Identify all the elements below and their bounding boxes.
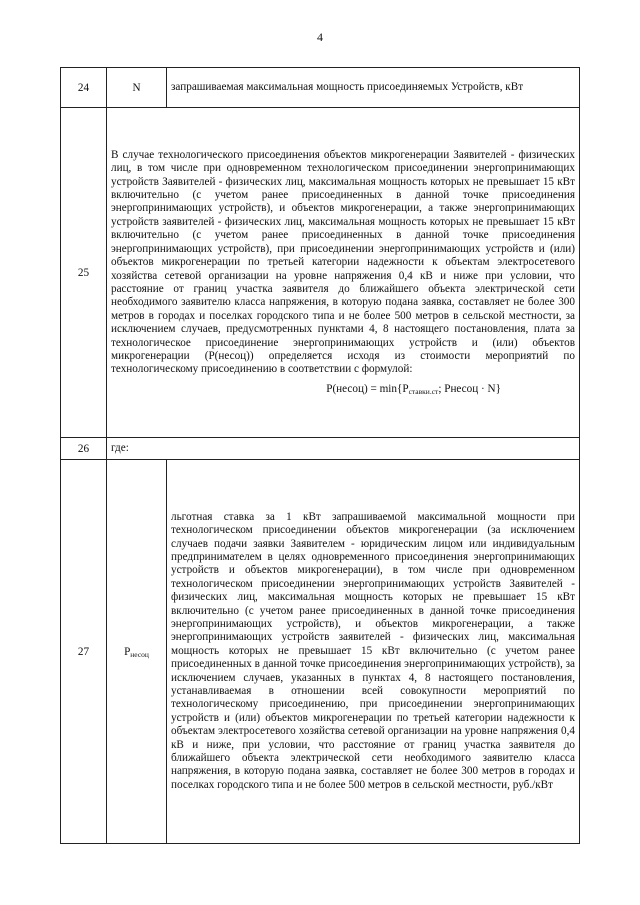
row-description [167, 460, 580, 844]
table-row-27 [61, 460, 580, 844]
formula-subscript: ставки.ст [408, 386, 439, 396]
row-number: 27 [61, 460, 107, 844]
formula-rhs: ; Pнесоц · N} [438, 382, 501, 395]
table-row-26 [61, 438, 580, 460]
symbol-subscript: несоц [130, 649, 149, 659]
formula [107, 381, 579, 398]
row-number: 24 [61, 68, 107, 108]
row-text: льготная ставка за 1 кВт запрашиваемой максимальной мощности при технологическом присоединении объектов микрогенерации (за исключением случаев подачи заявки Заявителем - юридическим лицом или индивидуальным предпринимателем в целях одновременного присоединения энергопринимающих устройств и объектов микрогенерации), в том числе при одновременном технологическом присоединении энергопринимающих устройств Заявителей - физических лиц, максимальная мощность которых не превышает 15 кВт включительно (с учетом ранее присоединенных в данной точке присоединения энергопринимающих устройств), и объектов микрогенерации, а также энергопринимающих устройств заявителей - физических лиц, максимальная мощность которых не превышает 15 кВт включительно (с учетом ранее присоединенных в данной точке присоединения энергопринимающих устройств), за исключением случаев, указанных в пунктах 4, 8 настоящего постановления, устанавливаемая в отношении всей совокупности мероприятий по технологическому присоединению, при присоединении энергопринимающих устройств и (или) объектов микрогенерации по третьей категории надежности к объектам электросетевого хозяйства сетевой организации на уровне напряжения 0,4 кВ и ниже, при условии, что расстояние от границ участка заявителя до ближайшего объекта электрической сети необходимого заявителю класса напряжения, в которую подана заявка, составляет не более 300 метров в городах и поселках городского типа и не более 500 метров в сельской местности, руб./кВт [171, 510, 575, 791]
row-symbol: N [107, 68, 167, 108]
tariff-table [60, 67, 580, 844]
row-symbol [107, 460, 167, 844]
row-text: где: [111, 441, 129, 454]
row-description [107, 438, 580, 460]
table-row-24 [61, 68, 580, 108]
page-number: 4 [317, 30, 323, 44]
row-number: 26 [61, 438, 107, 460]
row-text: В случае технологического присоединения объектов микрогенерации Заявителей - физических лиц, в том числе при одновременном технологическом присоединении энергопринимающих устройств Заявителей - физических лиц, максимальная мощность которых не превышает 15 кВт включительно (с учетом ранее присоединенных в данной точке присоединения энергопринимающих устройств), и объектов микрогенерации, а также энергопринимающих устройств заявителей - физических лиц, максимальная мощность которых не превышает 15 кВт включительно (с учетом ранее присоединенных в данной точке присоединения энергопринимающих устройств), при присоединении энергопринимающих устройств и (или) объектов микрогенерации по третьей категории надежности к объектам электросетевого хозяйства сетевой организации на уровне напряжения 0,4 кВ и ниже при условии, что расстояние от границ участка заявителя до ближайшего объекта электрической сети необходимого заявителю класса напряжения, в которую подана заявка, составляет не более 300 метров в городах и поселках городского типа и не более 500 метров в сельской местности, за исключением случаев, предусмотренных пунктами 4, 8 настоящего постановления, плата за технологическое присоединение энергопринимающих устройств и (или) объектов микрогенерации (P(несоц)) определяется исходя из стоимости мероприятий по технологическому присоединению в соответствии с формулой: [111, 148, 575, 376]
row-number: 25 [61, 108, 107, 438]
symbol-main: P [124, 645, 131, 658]
row-text: запрашиваемая максимальная мощность присоединяемых Устройств, кВт [171, 80, 524, 93]
formula-lhs: P(несоц) = min{P [326, 382, 409, 395]
row-description [107, 108, 580, 438]
row-description [167, 68, 580, 108]
table-row-25 [61, 108, 580, 438]
